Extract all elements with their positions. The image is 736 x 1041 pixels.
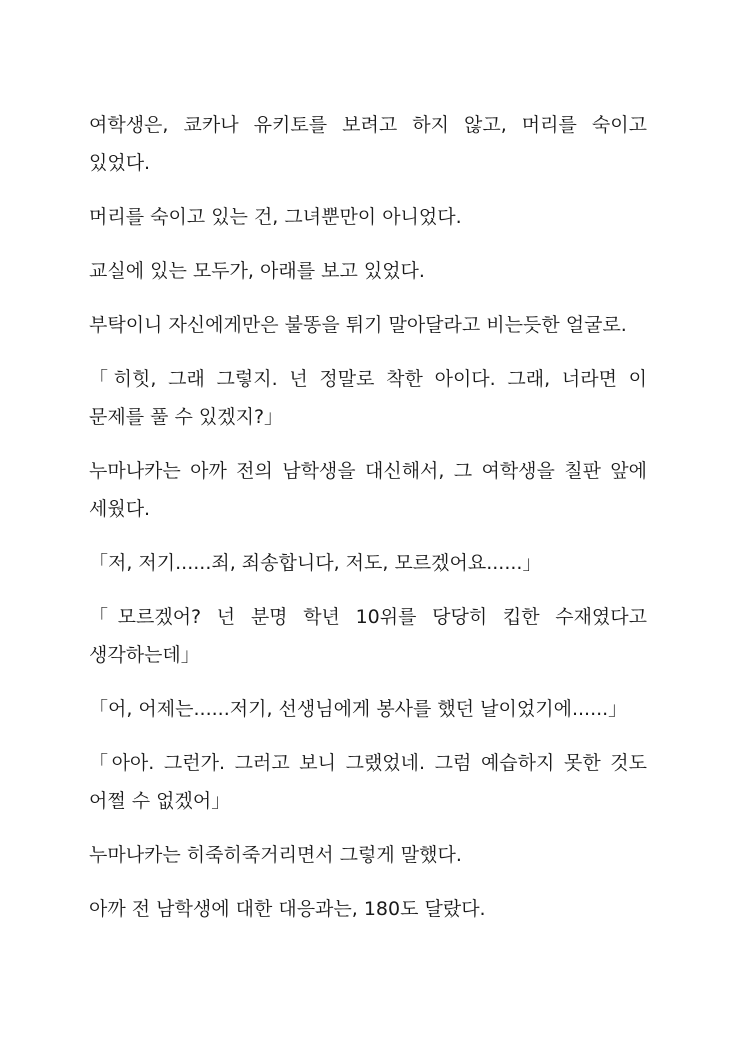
paragraph: 누마나카는 히죽히죽거리면서 그렇게 말했다.	[89, 844, 462, 866]
paragraph: 머리를 숙이고 있는 건, 그녀뿐만이 아니었다.	[89, 206, 462, 228]
paragraph: 「저, 저기......죄, 죄송합니다, 저도, 모르겠어요......」	[89, 552, 542, 574]
paragraph: 아까 전 남학생에 대한 대응과는, 180도 달랐다.	[89, 898, 486, 920]
paragraph: 여학생은, 쿄카나 유키토를 보려고 하지 않고, 머리를 숙이고 있었다.	[89, 114, 647, 174]
body-text	[89, 106, 647, 944]
paragraph: 「어, 어제는......저기, 선생님에게 봉사를 했던 날이었기에......」	[89, 698, 628, 720]
paragraph: 누마나카는 아까 전의 남학생을 대신해서, 그 여학생을 칠판 앞에 세웠다.	[89, 460, 647, 520]
paragraph: 「아아. 그런가. 그러고 보니 그랬었네. 그럼 예습하지 못한 것도 어쩔 수 없겠어」	[89, 752, 647, 812]
paragraph: 「모르겠어? 넌 분명 학년 10위를 당당히 킵한 수재였다고 생각하는데」	[89, 606, 647, 666]
paragraph: 부탁이니 자신에게만은 불똥을 튀기 말아달라고 비는듯한 얼굴로.	[89, 314, 627, 336]
paragraph: 「히힛, 그래 그렇지. 넌 정말로 착한 아이다. 그래, 너라면 이 문제를 풀 수 있겠지?」	[89, 368, 647, 428]
paragraph: 교실에 있는 모두가, 아래를 보고 있었다.	[89, 260, 425, 282]
